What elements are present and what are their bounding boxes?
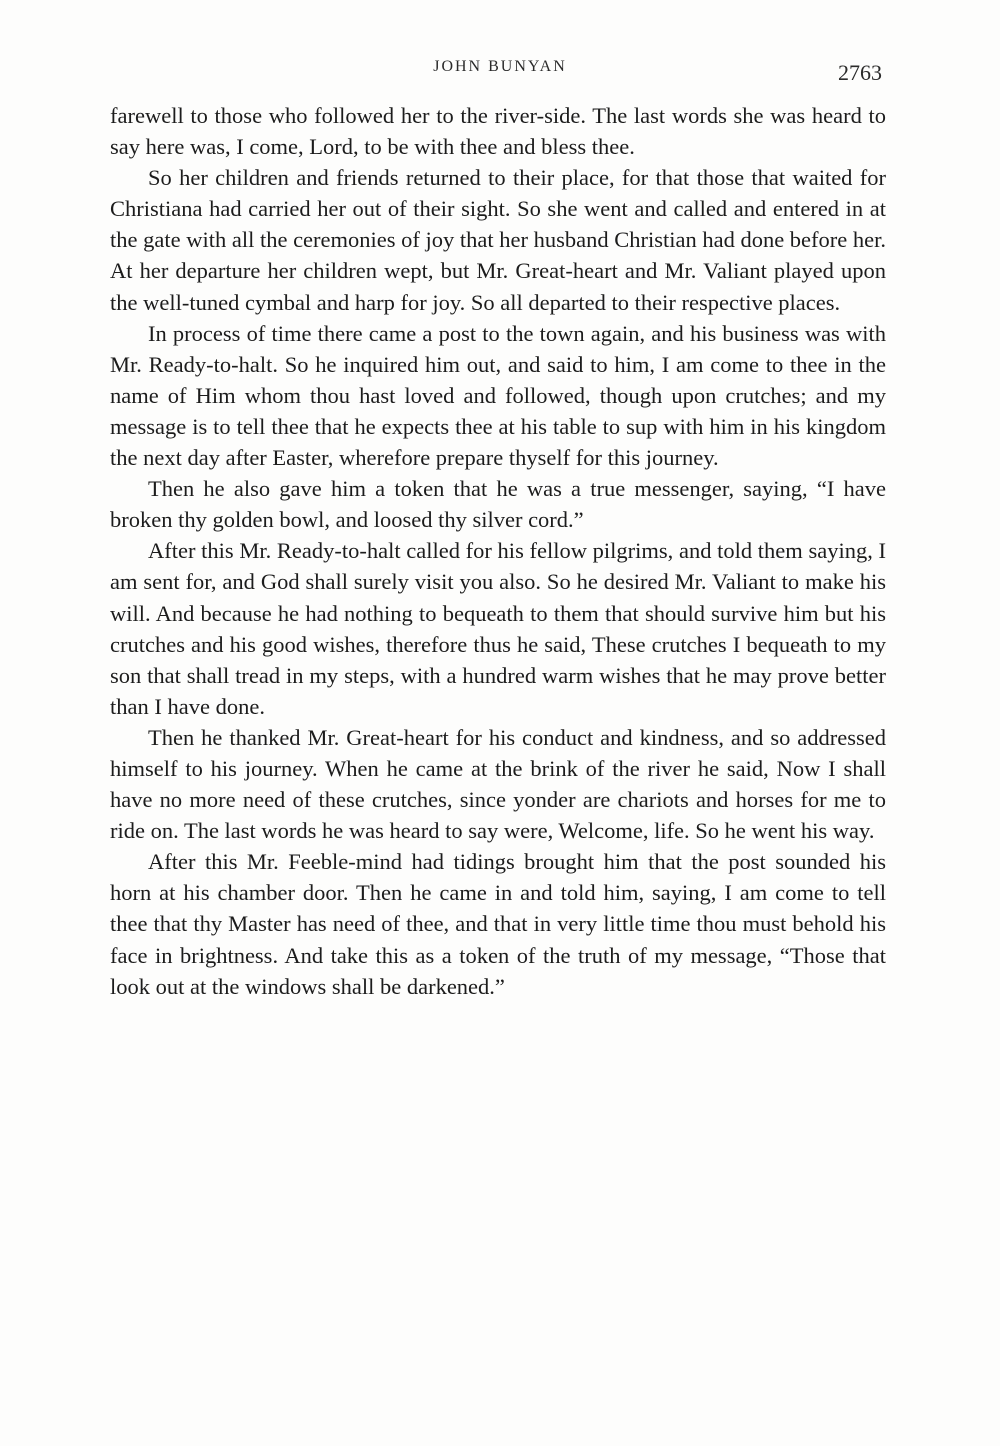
paragraph: In process of time there came a post to the town again, and his business was with Mr. Ready-to-halt. So he inquired him out, and said to him, I am come to thee in the name of Him whom thou hast loved and followed, though upon crutches; and my message is to tell thee that he expects thee at his table to sup with him in his kingdom the next day after Easter, wherefore prepare thyself for this journey. <box>110 320 886 471</box>
paragraph: So her children and friends returned to their place, for that those that waited for Christiana had carried her out of their sight. So she went and called and entered in at the gate with all the ceremonies of joy that her husband Christian had done before her. At her departure her children wept, but Mr. Great-heart and Mr. Valiant played upon the well-tuned cymbal and harp for joy. So all departed to their respective places. <box>110 165 887 315</box>
body-text <box>110 100 886 1002</box>
running-head-title: JOHN BUNYAN <box>433 58 567 75</box>
paragraph-continued: farewell to those who followed her to the river-side. The last words she was heard to say here was, I come, Lord, to be with thee and bless thee. <box>110 103 886 160</box>
paragraph: Then he also gave him a token that he was a true messenger, saying, “I have broken thy golden bowl, and loosed thy silver cord.” <box>110 476 886 533</box>
paragraph: After this Mr. Ready-to-halt called for his fellow pilgrims, and told them saying, I am sent for, and God shall surely visit you also. So he desired Mr. Valiant to make his will. And because he had nothing to bequeath to them that should survive him but his crutches and his good wishes, therefore thus he said, These crutches I bequeath to my son that shall tread in my steps, with a hundred warm wishes that he may prove better than I have done. <box>110 538 886 719</box>
paragraph: Then he thanked Mr. Great-heart for his conduct and kindness, and so addressed himself to his journey. When he came at the brink of the river he said, Now I shall have no more need of these crutches, since yonder are chariots and horses for me to ride on. The last words he was heard to say were, Welcome, life. So he went his way. <box>110 724 886 844</box>
page-number: 2763 <box>838 60 882 85</box>
paragraph: After this Mr. Feeble-mind had tidings brought him that the post sounded his horn at his chamber door. Then he came in and told him, saying, I am come to tell thee that thy Master has need of thee, and that in very little time thou must behold his face in brightness. And take this as a token of the truth of my message, “Those that look out at the windows shall be darkened.” <box>110 849 886 999</box>
